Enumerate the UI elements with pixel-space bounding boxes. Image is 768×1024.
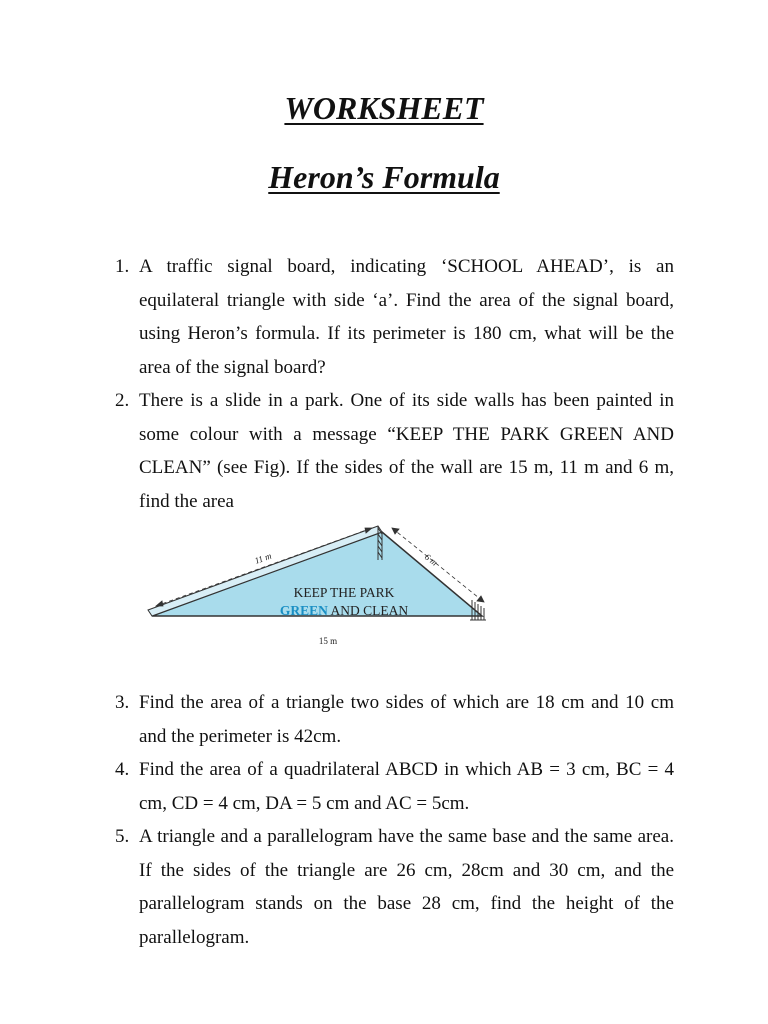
- question-number: 4.: [115, 759, 130, 780]
- question-item: [0, 250, 768, 384]
- slide-message-line1: KEEP THE PARK: [293, 585, 395, 600]
- question-number: 1.: [115, 256, 130, 277]
- slide-message-line2: [280, 603, 409, 618]
- question-number: 3.: [115, 692, 130, 713]
- short-side-label: 6 m: [422, 551, 440, 568]
- question-number: 2.: [115, 390, 130, 411]
- end-railing: [470, 600, 486, 620]
- question-text: Find the area of a triangle two sides of which are 18 cm and 10 cm and the perimeter is 42cm.: [139, 692, 674, 747]
- green-word: GREEN: [279, 603, 328, 618]
- long-side-label: 11 m: [253, 550, 273, 566]
- question-number: 5.: [115, 826, 130, 847]
- question-text: Find the area of a quadrilateral ABCD in which AB = 3 cm, BC = 4 cm, CD = 4 cm, DA = 5 cm and AC = 5cm.: [139, 759, 674, 814]
- base-label: 15 m: [318, 636, 338, 646]
- worksheet-title: WORKSHEET: [284, 90, 484, 126]
- question-text: A traffic signal board, indicating ‘SCHOOL AHEAD’, is an equilateral triangle with side ‘a’. Find the area of the signal board, using Heron’s formula. If its perimeter is 180 cm, what will be the area of the signal board?: [139, 256, 674, 378]
- slide-wall-figure: [146, 520, 491, 650]
- question-item: [0, 686, 768, 753]
- and-clean-text: AND CLEAN: [327, 603, 409, 618]
- question-item: [0, 384, 768, 518]
- question-text: A triangle and a parallelogram have the same base and the same area. If the sides of the triangle are 26 cm, 28cm and 30 cm, and the parallelogram stands on the base 28 cm, find the height of the parallelogram.: [139, 826, 674, 948]
- question-item: [0, 753, 768, 820]
- worksheet-subtitle: Heron’s Formula: [268, 159, 500, 195]
- question-text: There is a slide in a park. One of its side walls has been painted in some colour with a message “KEEP THE PARK GREEN AND CLEAN” (see Fig). If the sides of the wall are 15 m, 11 m and 6 m, find the area: [139, 390, 674, 512]
- question-item: [0, 820, 768, 954]
- slide-figure-container: [0, 518, 768, 686]
- question-list: [0, 250, 768, 954]
